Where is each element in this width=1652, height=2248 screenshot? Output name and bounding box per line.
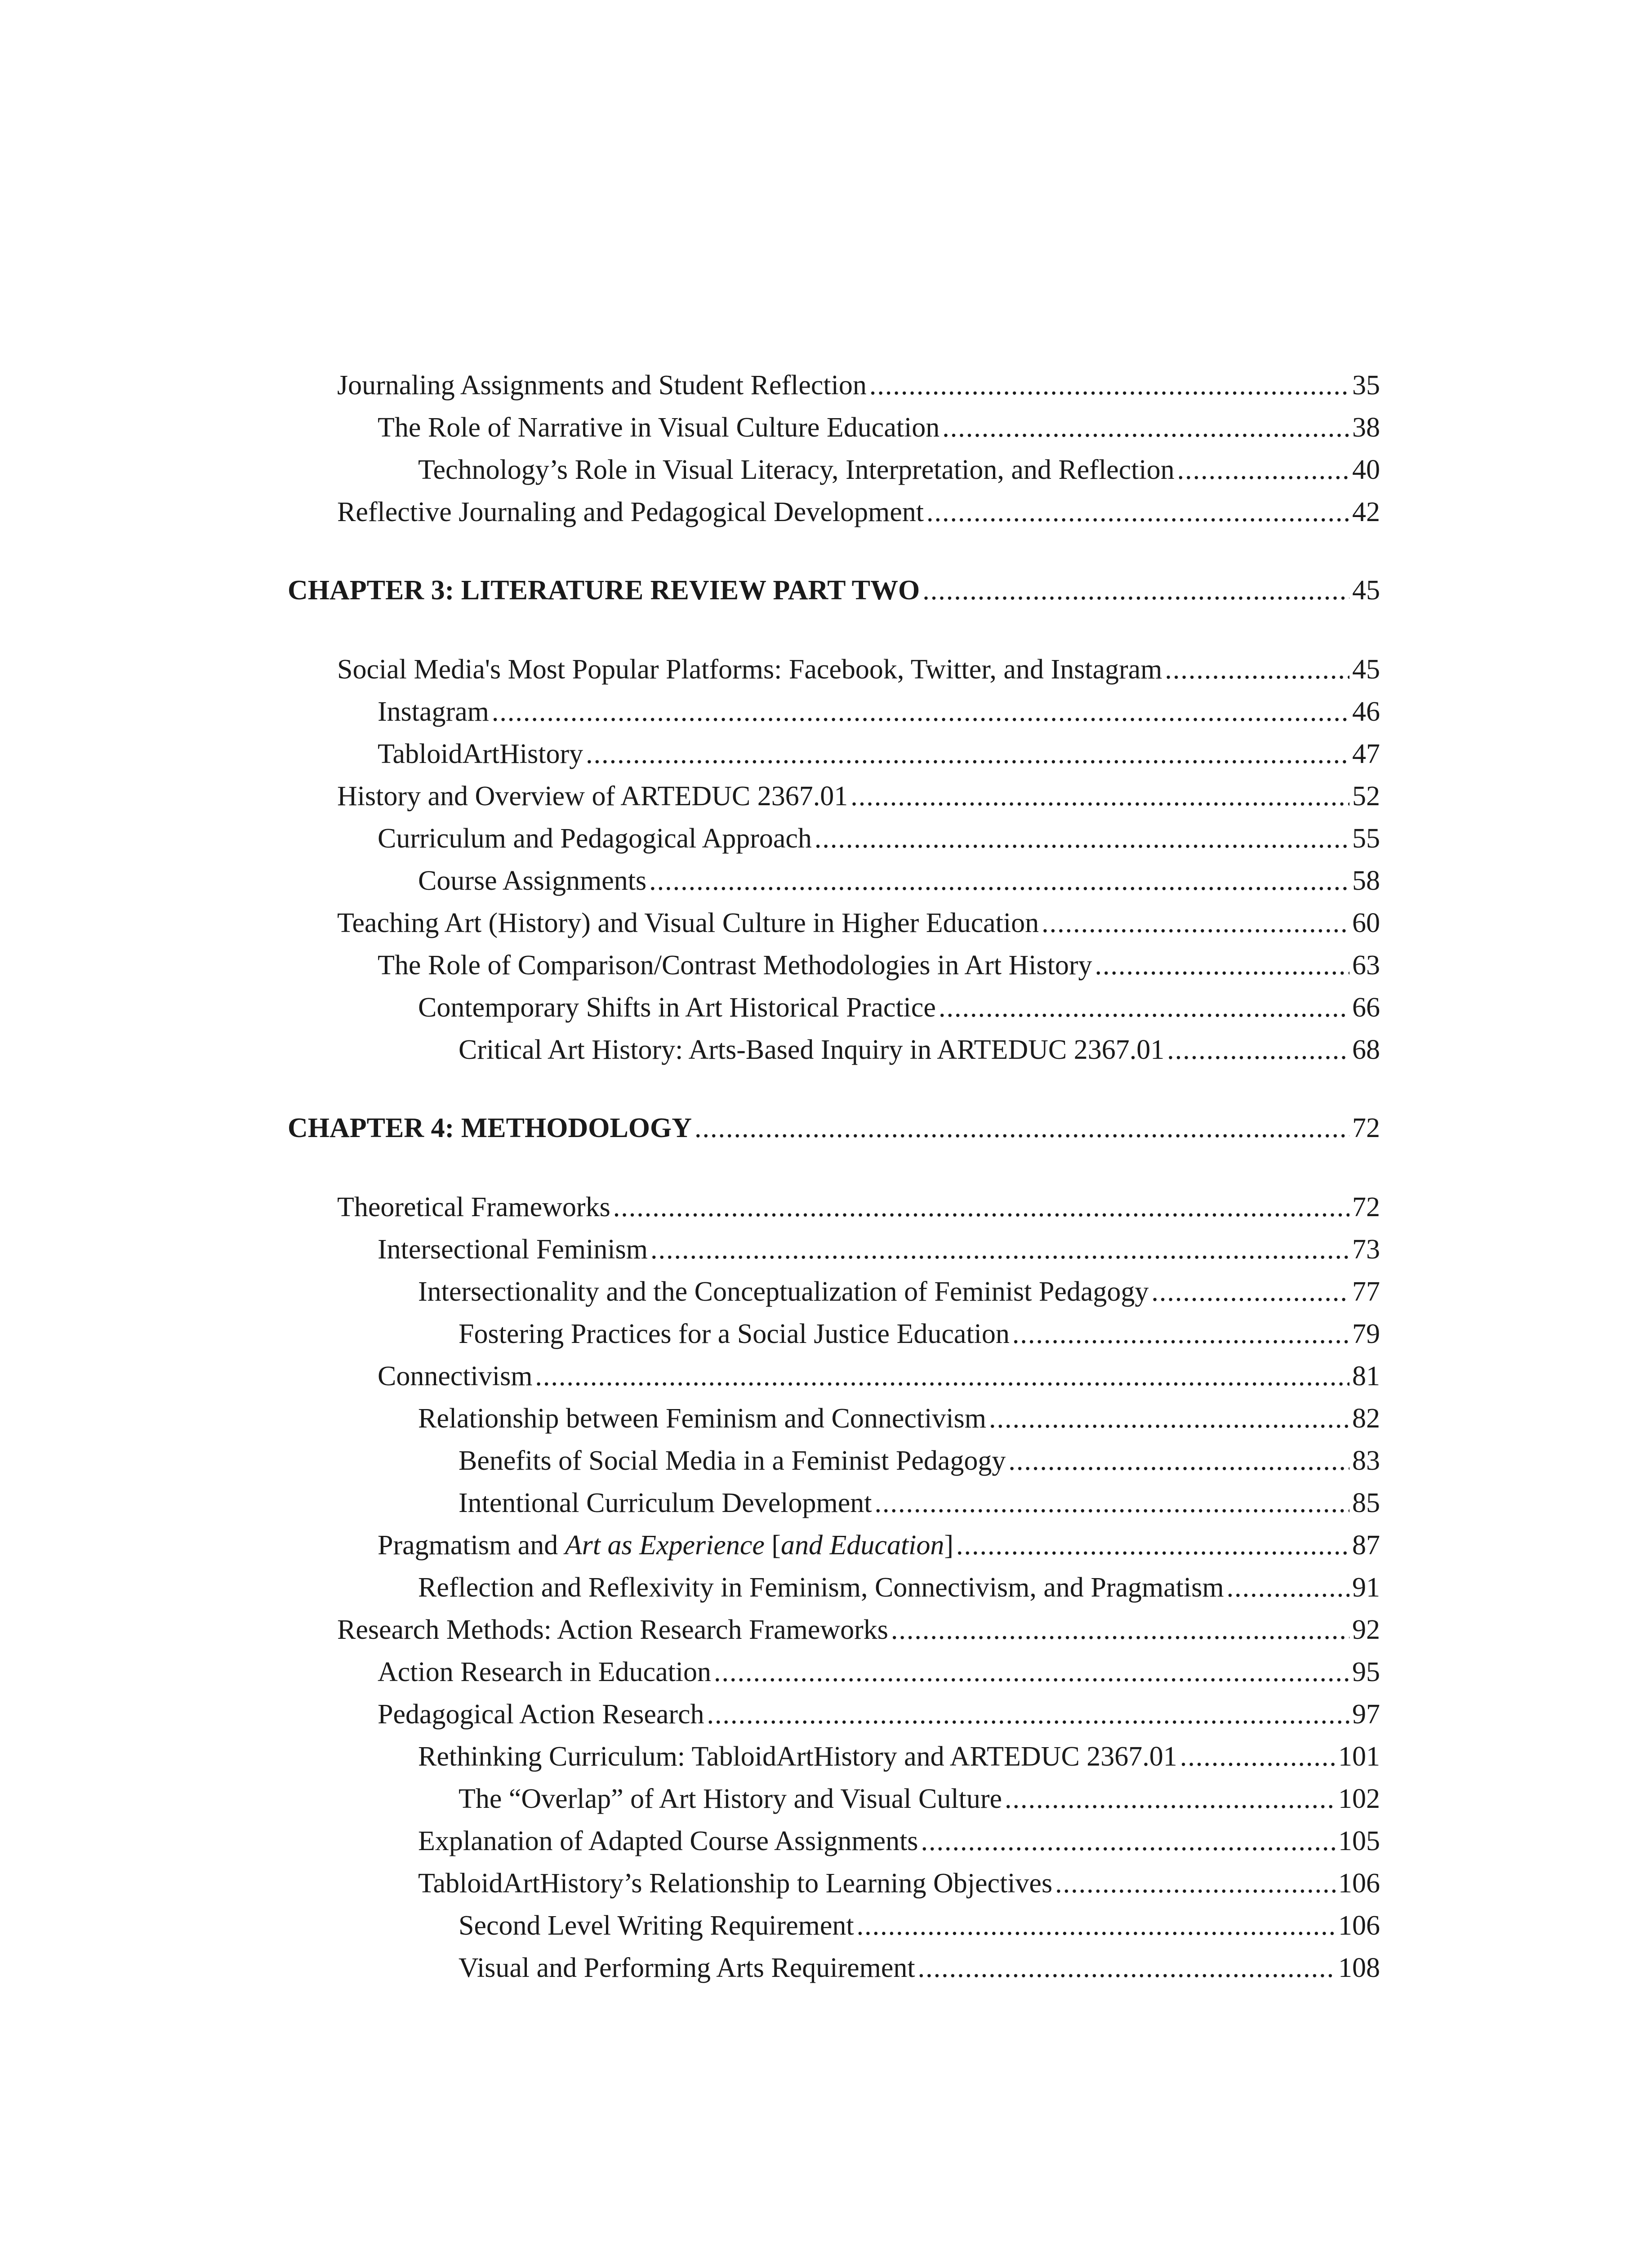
toc-entry — [288, 1905, 1380, 1947]
toc-page-number: 79 — [1352, 1319, 1380, 1349]
toc-page-number: 46 — [1352, 696, 1380, 727]
dot-leader — [989, 1397, 1349, 1440]
toc-entry-title: Curriculum and Pedagogical Approach — [378, 823, 812, 854]
toc-entry — [288, 1947, 1380, 1989]
toc-page-number: 52 — [1352, 781, 1380, 812]
toc-entry-title: Research Methods: Action Research Frameworks — [337, 1615, 888, 1645]
dot-leader — [1095, 944, 1349, 986]
dot-leader — [918, 1947, 1336, 1989]
toc-entry-title: Intersectionality and the Conceptualization of Feminist Pedagogy — [418, 1276, 1149, 1307]
toc-entry-title: Technology’s Role in Visual Literacy, Interpretation, and Reflection — [418, 455, 1175, 485]
toc-chapter-heading — [288, 569, 1380, 611]
table-of-contents — [288, 364, 1380, 1989]
toc-entry — [288, 491, 1380, 533]
dot-leader — [1227, 1566, 1349, 1609]
toc-entry-title: Pedagogical Action Research — [378, 1699, 704, 1730]
toc-page-number: 106 — [1338, 1910, 1380, 1941]
toc-entry-title: Second Level Writing Requirement — [459, 1910, 854, 1941]
toc-entry-title: Rethinking Curriculum: TabloidArtHistory and ARTEDUC 2367.01 — [418, 1741, 1177, 1772]
toc-entry — [288, 406, 1380, 449]
toc-page-number: 87 — [1352, 1530, 1380, 1561]
toc-entry-title: TabloidArtHistory — [378, 739, 583, 769]
toc-entry-title: Social Media's Most Popular Platforms: Facebook, Twitter, and Instagram — [337, 654, 1162, 685]
toc-page-number: 63 — [1352, 950, 1380, 981]
toc-entry-title: Fostering Practices for a Social Justice Education — [459, 1319, 1010, 1349]
toc-entry-title: Critical Art History: Arts-Based Inquiry in ARTEDUC 2367.01 — [459, 1035, 1165, 1065]
toc-entry-title: CHAPTER 4: METHODOLOGY — [288, 1113, 692, 1143]
dot-leader — [850, 775, 1349, 817]
toc-entry-title: CHAPTER 3: LITERATURE REVIEW PART TWO — [288, 575, 920, 606]
toc-page-number: 83 — [1352, 1445, 1380, 1476]
toc-entry — [288, 1355, 1380, 1397]
toc-entry-title: The Role of Comparison/Contrast Methodologies in Art History — [378, 950, 1092, 981]
dot-leader — [815, 817, 1349, 860]
toc-page-number: 108 — [1338, 1953, 1380, 1983]
toc-entry — [288, 902, 1380, 944]
toc-page-number: 97 — [1352, 1699, 1380, 1730]
toc-entry — [288, 648, 1380, 691]
toc-page-number: 42 — [1352, 497, 1380, 527]
dot-leader — [1151, 1271, 1349, 1313]
toc-page-number: 106 — [1338, 1868, 1380, 1899]
toc-entry — [288, 364, 1380, 406]
dot-leader — [613, 1186, 1349, 1228]
toc-entry-title-part: and Education — [781, 1530, 944, 1561]
toc-entry-title-part: Pragmatism and — [378, 1530, 565, 1561]
toc-entry-title: Journaling Assignments and Student Reflection — [337, 370, 867, 401]
toc-page-number: 85 — [1352, 1488, 1380, 1518]
dot-leader — [874, 1482, 1349, 1524]
toc-page-number: 38 — [1352, 412, 1380, 443]
toc-entry — [288, 1693, 1380, 1735]
dot-leader — [1180, 1735, 1336, 1778]
dot-leader — [695, 1107, 1349, 1149]
toc-entry — [288, 1397, 1380, 1440]
dot-leader — [956, 1524, 1349, 1566]
dot-leader — [1042, 902, 1349, 944]
toc-entry-title: Contemporary Shifts in Art Historical Practice — [418, 992, 936, 1023]
toc-entry — [288, 1313, 1380, 1355]
toc-page-number: 105 — [1338, 1826, 1380, 1856]
toc-entry-title: Intersectional Feminism — [378, 1234, 648, 1265]
toc-page-number: 92 — [1352, 1615, 1380, 1645]
toc-entry — [288, 1862, 1380, 1905]
toc-entry-title: Reflective Journaling and Pedagogical Development — [337, 497, 924, 527]
dot-leader — [586, 733, 1349, 775]
dot-leader — [707, 1693, 1349, 1735]
dot-leader — [1177, 449, 1349, 491]
toc-entry — [288, 817, 1380, 860]
toc-entry — [288, 1228, 1380, 1271]
dot-leader — [939, 986, 1349, 1029]
toc-entry — [288, 1440, 1380, 1482]
toc-page-number: 95 — [1352, 1657, 1380, 1687]
toc-entry-title: Intentional Curriculum Development — [459, 1488, 872, 1518]
toc-entry-title: Instagram — [378, 696, 489, 727]
toc-entry-title: Connectivism — [378, 1361, 533, 1392]
toc-page-number: 55 — [1352, 823, 1380, 854]
dot-leader — [1005, 1778, 1336, 1820]
dot-leader — [650, 1228, 1349, 1271]
toc-entry-title: Course Assignments — [418, 865, 647, 896]
toc-entry — [288, 986, 1380, 1029]
toc-entry — [288, 1271, 1380, 1313]
toc-entry-title: Theoretical Frameworks — [337, 1192, 610, 1222]
toc-page-number: 73 — [1352, 1234, 1380, 1265]
toc-entry — [288, 1820, 1380, 1862]
toc-entry — [288, 1609, 1380, 1651]
toc-page-number: 91 — [1352, 1572, 1380, 1603]
toc-entry-title-part: [ — [764, 1530, 781, 1561]
toc-entry — [288, 944, 1380, 986]
dot-leader — [1055, 1862, 1336, 1905]
toc-entry — [288, 1735, 1380, 1778]
toc-chapter-heading — [288, 1107, 1380, 1149]
toc-page-number: 47 — [1352, 739, 1380, 769]
toc-entry — [288, 449, 1380, 491]
toc-entry-title — [378, 1524, 953, 1566]
dot-leader — [714, 1651, 1349, 1693]
toc-page-number: 45 — [1352, 654, 1380, 685]
toc-entry-title: The “Overlap” of Art History and Visual Culture — [459, 1784, 1002, 1814]
toc-entry — [288, 1651, 1380, 1693]
dot-leader — [857, 1905, 1336, 1947]
dot-leader — [649, 860, 1349, 902]
dot-leader — [492, 691, 1349, 733]
toc-page-number: 66 — [1352, 992, 1380, 1023]
toc-entry — [288, 860, 1380, 902]
dot-leader — [535, 1355, 1349, 1397]
toc-page-number: 77 — [1352, 1276, 1380, 1307]
toc-entry — [288, 1029, 1380, 1071]
toc-entry-title-part: Art as Experience — [565, 1530, 765, 1561]
toc-entry — [288, 775, 1380, 817]
toc-entry — [288, 1482, 1380, 1524]
toc-page-number: 72 — [1352, 1192, 1380, 1222]
toc-page-number: 45 — [1352, 575, 1380, 606]
toc-entry — [288, 1778, 1380, 1820]
toc-entry-title: Visual and Performing Arts Requirement — [459, 1953, 915, 1983]
dot-leader — [891, 1609, 1349, 1651]
toc-page-number: 68 — [1352, 1035, 1380, 1065]
dot-leader — [1012, 1313, 1349, 1355]
toc-entry-title: Reflection and Reflexivity in Feminism, Connectivism, and Pragmatism — [418, 1572, 1224, 1603]
toc-page-number: 102 — [1338, 1784, 1380, 1814]
toc-entry-title: Explanation of Adapted Course Assignments — [418, 1826, 918, 1856]
toc-entry-title: Relationship between Feminism and Connectivism — [418, 1403, 986, 1434]
dot-leader — [1167, 1029, 1349, 1071]
toc-entry-title: History and Overview of ARTEDUC 2367.01 — [337, 781, 848, 812]
toc-entry — [288, 1524, 1380, 1566]
dot-leader — [869, 364, 1349, 406]
toc-page-number: 35 — [1352, 370, 1380, 401]
toc-entry-title: The Role of Narrative in Visual Culture Education — [378, 412, 940, 443]
dot-leader — [921, 1820, 1336, 1862]
toc-entry — [288, 733, 1380, 775]
dot-leader — [1165, 648, 1349, 691]
toc-entry — [288, 1186, 1380, 1228]
toc-entry — [288, 1566, 1380, 1609]
dot-leader — [942, 406, 1349, 449]
toc-page-number: 81 — [1352, 1361, 1380, 1392]
toc-entry-title: Benefits of Social Media in a Feminist Pedagogy — [459, 1445, 1006, 1476]
toc-entry-title: Action Research in Education — [378, 1657, 712, 1687]
toc-page-number: 82 — [1352, 1403, 1380, 1434]
toc-entry-title: TabloidArtHistory’s Relationship to Learning Objectives — [418, 1868, 1053, 1899]
toc-page-number: 60 — [1352, 908, 1380, 938]
toc-page-number: 40 — [1352, 455, 1380, 485]
toc-entry — [288, 691, 1380, 733]
toc-page-number: 58 — [1352, 865, 1380, 896]
toc-entry-title: Teaching Art (History) and Visual Culture in Higher Education — [337, 908, 1039, 938]
dot-leader — [922, 569, 1349, 611]
toc-page-number: 101 — [1338, 1741, 1380, 1772]
dot-leader — [1008, 1440, 1349, 1482]
toc-page-number: 72 — [1352, 1113, 1380, 1143]
toc-entry-title-part: ] — [944, 1530, 954, 1561]
dot-leader — [926, 491, 1349, 533]
